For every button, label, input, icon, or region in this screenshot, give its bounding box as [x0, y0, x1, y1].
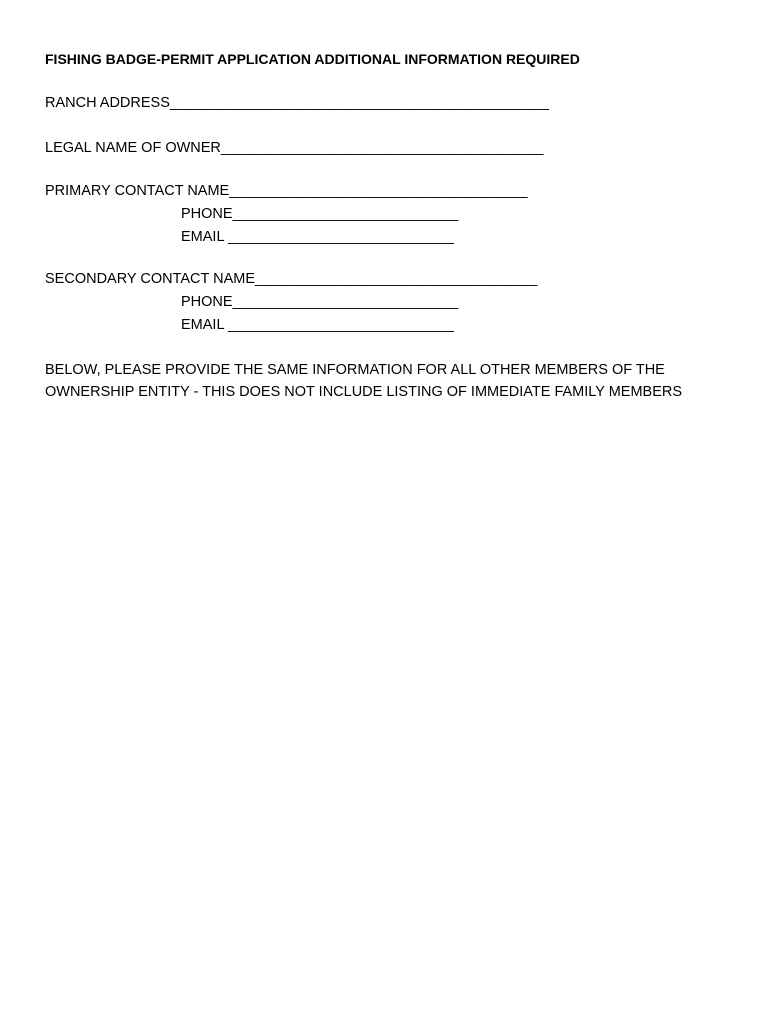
instructions-line-2: OWNERSHIP ENTITY - THIS DOES NOT INCLUDE LISTING OF IMMEDIATE FAMILY MEMBERS — [45, 384, 683, 400]
secondary-email-field: EMAIL ____________________________ — [181, 317, 454, 333]
instructions-line-1: BELOW, PLEASE PROVIDE THE SAME INFORMATION FOR ALL OTHER MEMBERS OF THE — [45, 362, 665, 378]
form-title: FISHING BADGE-PERMIT APPLICATION ADDITIONAL INFORMATION REQUIRED — [45, 51, 580, 67]
primary-contact-name-field: PRIMARY CONTACT NAME_____________________________________ — [45, 183, 528, 199]
legal-name-of-owner-field: LEGAL NAME OF OWNER________________________________________ — [45, 140, 544, 156]
primary-phone-field: PHONE____________________________ — [181, 206, 459, 222]
primary-email-field: EMAIL ____________________________ — [181, 229, 454, 245]
ranch-address-field: RANCH ADDRESS_______________________________________________ — [45, 95, 549, 111]
instructions-paragraph — [45, 359, 745, 403]
secondary-phone-field: PHONE____________________________ — [181, 294, 459, 310]
secondary-contact-name-field: SECONDARY CONTACT NAME___________________________________ — [45, 271, 538, 287]
